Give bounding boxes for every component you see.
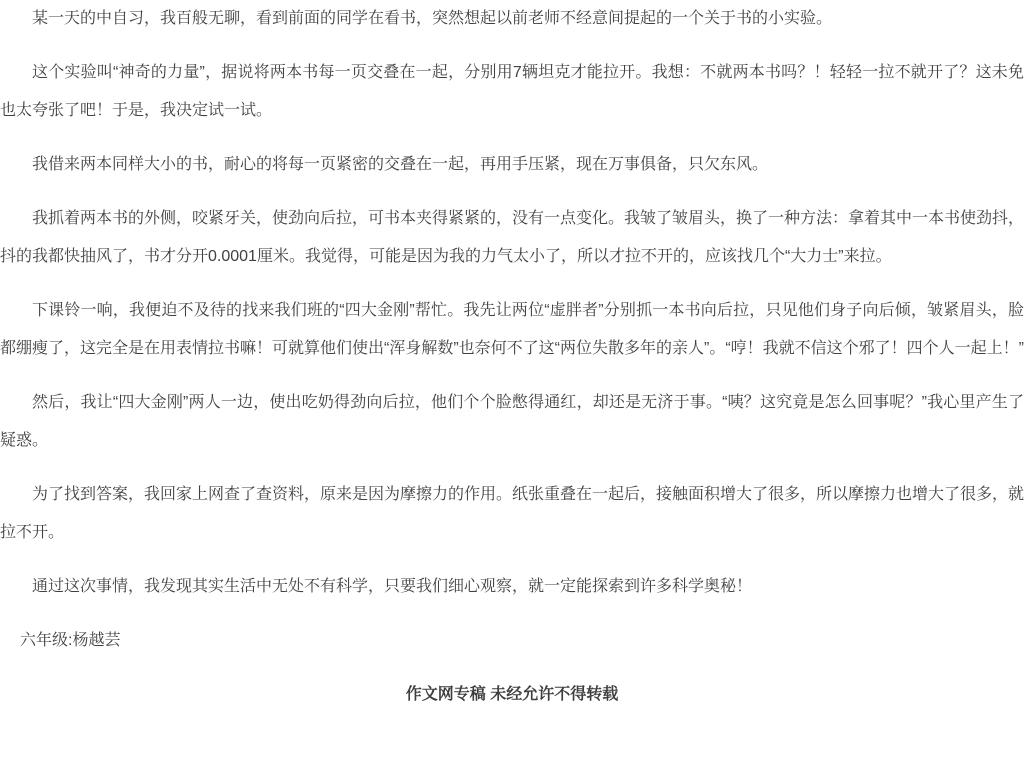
essay-paragraph: 然后，我让“四大金刚”两人一边，使出吃奶得劲向后拉，他们个个脸憋得通红，却还是无济于事。“咦？这究竟是怎么回事呢？”我心里产生了疑惑。 bbox=[0, 394, 1024, 449]
essay-paragraph: 我抓着两本书的外侧，咬紧牙关，使劲向后拉，可书本夹得紧紧的，没有一点变化。我皱了皱眉头，换了一种方法：拿着其中一本书使劲抖，抖的我都快抽风了，书才分开0.0001厘米。我觉得，可能是因为我的力气太小了，所以才拉不开的，应该找几个“大力士”来拉。 bbox=[0, 210, 1024, 265]
essay-paragraph: 通过这次事情，我发现其实生活中无处不有科学，只要我们细心观察，就一定能探索到许多科学奥秘！ bbox=[32, 578, 753, 595]
author-line: 六年级:杨越芸 bbox=[20, 632, 121, 649]
essay-paragraph: 某一天的中自习，我百般无聊，看到前面的同学在看书，突然想起以前老师不经意间提起的一个关于书的小实验。 bbox=[32, 10, 833, 27]
essay-paragraph: 这个实验叫“神奇的力量”，据说将两本书每一页交叠在一起，分别用7辆坦克才能拉开。我想：不就两本书吗？！轻轻一拉不就开了？这未免也太夸张了吧！于是，我决定试一试。 bbox=[0, 64, 1024, 119]
copyright-notice: 作文网专稿 未经允许不得转载 bbox=[405, 686, 619, 703]
essay-paragraph: 为了找到答案，我回家上网查了查资料，原来是因为摩擦力的作用。纸张重叠在一起后，接触面积增大了很多，所以摩擦力也增大了很多，就拉不开。 bbox=[0, 486, 1024, 541]
essay-paragraph: 下课铃一响，我便迫不及待的找来我们班的“四大金刚”帮忙。我先让两位“虚胖者”分别抓一本书向后拉，只见他们身子向后倾，皱紧眉头，脸都绷瘦了，这完全是在用表情拉书嘛！可就算他们使出“浑身解数”也奈何不了这“两位失散多年的亲人”。“哼！我就不信这个邪了！四个人一起上！” bbox=[0, 302, 1024, 357]
essay-paragraph: 我借来两本同样大小的书，耐心的将每一页紧密的交叠在一起，再用手压紧，现在万事俱备，只欠东风。 bbox=[32, 156, 769, 173]
